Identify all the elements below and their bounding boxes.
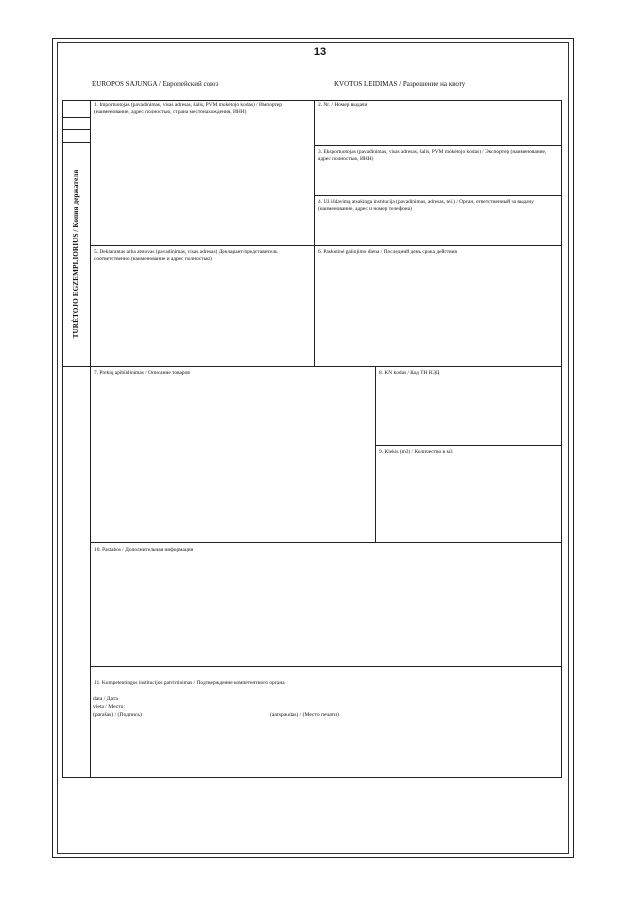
side-column-divider <box>90 100 91 366</box>
top-middle-divider <box>314 100 315 366</box>
line-after-fields-7-9 <box>90 542 562 543</box>
page-number: 13 <box>313 46 327 58</box>
side-cell-line-2 <box>62 129 90 130</box>
field-9-label: 9. Kiekis (m3) / Количество в м3 <box>379 449 453 455</box>
field-5-label: 5. Deklarantas arba atstovas (pavadinimas, visas adresas) Декларант/представитель соответственно (наименование и адрес полностью) <box>94 249 278 262</box>
field-1-label: 1. Importuotojas (pavadinimas, visas adresas, šalis, PVM mokėtojo kodas) / Импортер (наименование, адрес полностью, страна местонахождения, ИНН) <box>94 102 282 115</box>
field-3-label: 3. Eksportuotojas (pavadinimas, visas adresas, šalis, PVM mokėtojo kodas) / Экспортер (наименование, адрес полностью, ИНН) <box>318 149 547 162</box>
side-label: TURĖTOJO EGZEMPLIORIUS / Копия держателя <box>72 169 80 339</box>
signature-place: vieta / Место: <box>93 704 125 710</box>
field-4-label: 4. Už išdavimą atsakinga institucija (pavadinimas, adresas, tel.) / Орган, ответственный за выдачу (наименование, адрес и номер телефона) <box>318 199 534 212</box>
line-after-field-2 <box>314 145 562 146</box>
line-after-fields-5-6 <box>62 366 562 367</box>
field-6-label: 6. Paskutinė galiojimo diena / Последний день срока действия <box>318 249 458 255</box>
field-11-label: 11. Kompetentingos institucijos patvirtinimas / Подтверждение компетентного органа <box>94 680 285 686</box>
header-left: EUROPOS SAJUNGA / Европейский союз <box>92 80 219 88</box>
line-after-field-10 <box>90 666 562 667</box>
line-after-field-3 <box>314 195 562 196</box>
field-8-label: 8. KN kodas / Код ТН ВЭД <box>379 370 440 376</box>
signature-date: data / Дата <box>93 696 118 702</box>
field-10-label: 10. Pastabos / Дополнительная информация <box>94 547 194 553</box>
line-after-field-8 <box>375 445 562 446</box>
signature-sign: (parašas) / (Подпись) <box>93 712 142 718</box>
field-2-label: 2. Nr. / Номер выдачи <box>318 102 368 108</box>
header-right: KVOTOS LEIDIMAS / Разрешение на квоту <box>334 80 466 88</box>
line-after-fields-1-4 <box>90 245 562 246</box>
signature-stamp: (antspaudas) / (Место печати) <box>270 712 339 718</box>
field-7-label: 7. Prekių apibūdinimas / Описание товаров <box>94 370 190 376</box>
lower-left-divider <box>90 366 91 778</box>
side-cell-line-1 <box>62 117 90 118</box>
